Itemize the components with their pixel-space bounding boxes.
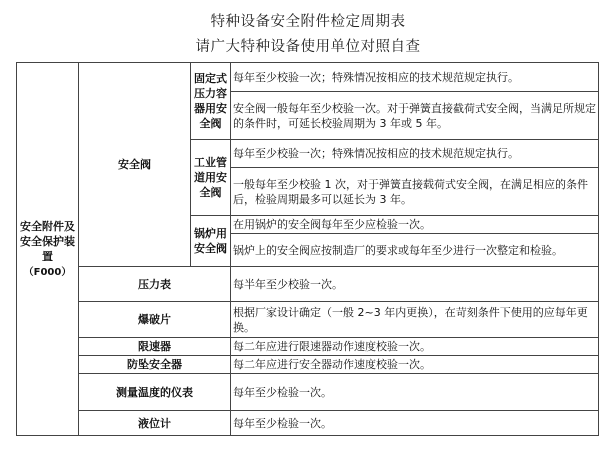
boiler-valve-label: 锅炉用安全阀 (191, 216, 231, 267)
category-name: 安全附件及安全保护装置 (20, 219, 75, 263)
fixed-vessel-rule-1: 每年至少校验一次；特殊情况按相应的技术规范规定执行。 (231, 63, 599, 92)
table-row (17, 267, 599, 302)
safety-valve-label: 安全阀 (79, 63, 191, 267)
fall-arrester-rule: 每二年应进行安全器动作速度校验一次。 (231, 356, 599, 374)
level-gauge-rule: 每年至少检验一次。 (231, 411, 599, 436)
page-subtitle: 请广大特种设备使用单位对照自查 (195, 39, 421, 55)
fixed-vessel-rule-2: 安全阀一般每年至少校验一次。对于弹簧直接截荷式安全阀，当满足所规定的条件时，可延长校验周期为 3 年或 5 年。 (231, 92, 599, 140)
fixed-pressure-vessel-valve-label: 固定式压力容器用安全阀 (191, 63, 231, 140)
rupture-disc-rule: 根据厂家设计确定（一般 2~3 年内更换），在苛刻条件下使用的应每年更换。 (231, 302, 599, 338)
table-row (17, 63, 599, 92)
table-row (17, 374, 599, 411)
pressure-gauge-label: 压力表 (79, 267, 231, 302)
category-code: （F000） (23, 266, 72, 278)
pipeline-rule-2: 一般每年至少校验 1 次，对于弹簧直接载荷式安全阀，在满足相应的条件后，检验周期最多可以延长为 3 年。 (231, 168, 599, 216)
table-row (17, 302, 599, 338)
table-row (17, 411, 599, 436)
pressure-gauge-rule: 每半年至少校验一次。 (231, 267, 599, 302)
speed-governor-label: 限速器 (79, 338, 231, 356)
page-title: 特种设备安全附件检定周期表 (210, 14, 406, 30)
rupture-disc-label: 爆破片 (79, 302, 231, 338)
speed-governor-rule: 每二年应进行限速器动作速度校验一次。 (231, 338, 599, 356)
boiler-rule-1: 在用锅炉的安全阀每年至少应检验一次。 (231, 216, 599, 234)
temperature-instrument-rule: 每年至少检验一次。 (231, 374, 599, 411)
fall-arrester-label: 防坠安全器 (79, 356, 231, 374)
level-gauge-label: 液位计 (79, 411, 231, 436)
pipeline-rule-1: 每年至少校验一次；特殊情况按相应的技术规范规定执行。 (231, 140, 599, 168)
temperature-instrument-label: 测量温度的仪表 (79, 374, 231, 411)
category-cell (17, 63, 79, 436)
table-row (17, 356, 599, 374)
inspection-period-table (16, 62, 599, 436)
boiler-rule-2: 锅炉上的安全阀应按制造厂的要求或每年至少进行一次整定和检验。 (231, 234, 599, 267)
industrial-pipeline-valve-label: 工业管道用安全阀 (191, 140, 231, 216)
table-row (17, 338, 599, 356)
